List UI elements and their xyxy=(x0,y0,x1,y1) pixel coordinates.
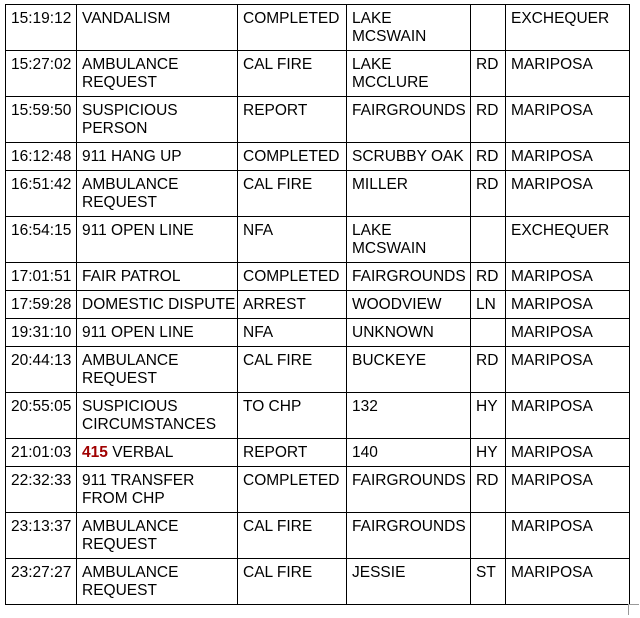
city-cell: MARIPOSA xyxy=(506,291,630,319)
table-row xyxy=(6,393,630,439)
call-type: DOMESTIC DISPUTE xyxy=(82,296,236,313)
city-cell: MARIPOSA xyxy=(506,513,630,559)
city-cell: MARIPOSA xyxy=(506,393,630,439)
call-type: AMBULANCE REQUEST xyxy=(82,352,179,387)
call-type: VANDALISM xyxy=(82,10,171,27)
table-row xyxy=(6,347,630,393)
call-type: VERBAL xyxy=(112,444,174,461)
table-row xyxy=(6,559,630,605)
disposition-cell: REPORT xyxy=(238,439,347,467)
call-type: 911 HANG UP xyxy=(82,148,182,165)
disposition-cell: TO CHP xyxy=(238,393,347,439)
disposition-cell: NFA xyxy=(238,217,347,263)
street-cell: 140 xyxy=(347,439,471,467)
call-type-cell xyxy=(77,439,238,467)
time-cell: 15:59:50 xyxy=(6,97,77,143)
city-cell: MARIPOSA xyxy=(506,143,630,171)
street-suffix-cell: RD xyxy=(471,467,506,513)
disposition-cell: CAL FIRE xyxy=(238,559,347,605)
call-type-cell xyxy=(77,263,238,291)
street-cell: JESSIE xyxy=(347,559,471,605)
disposition-cell: CAL FIRE xyxy=(238,51,347,97)
street-cell: LAKE MCSWAIN xyxy=(347,217,471,263)
disposition-cell: NFA xyxy=(238,319,347,347)
disposition-cell: CAL FIRE xyxy=(238,347,347,393)
call-type: FAIR PATROL xyxy=(82,268,181,285)
call-type-cell xyxy=(77,171,238,217)
city-cell: MARIPOSA xyxy=(506,439,630,467)
table-row xyxy=(6,171,630,217)
disposition-cell: ARREST xyxy=(238,291,347,319)
time-cell: 23:13:37 xyxy=(6,513,77,559)
time-cell: 15:27:02 xyxy=(6,51,77,97)
table-row xyxy=(6,143,630,171)
time-cell: 17:59:28 xyxy=(6,291,77,319)
disposition-cell: CAL FIRE xyxy=(238,513,347,559)
call-type: AMBULANCE REQUEST xyxy=(82,176,179,211)
street-cell: MILLER xyxy=(347,171,471,217)
city-cell: MARIPOSA xyxy=(506,559,630,605)
disposition-cell: COMPLETED xyxy=(238,143,347,171)
call-type-cell xyxy=(77,143,238,171)
street-suffix-cell xyxy=(471,5,506,51)
table-row xyxy=(6,291,630,319)
street-suffix-cell: RD xyxy=(471,143,506,171)
disposition-cell: REPORT xyxy=(238,97,347,143)
street-cell: UNKNOWN xyxy=(347,319,471,347)
street-suffix-cell: RD xyxy=(471,263,506,291)
call-type: AMBULANCE REQUEST xyxy=(82,564,179,599)
street-cell: WOODVIEW xyxy=(347,291,471,319)
disposition-cell: COMPLETED xyxy=(238,5,347,51)
table-row xyxy=(6,319,630,347)
street-cell: BUCKEYE xyxy=(347,347,471,393)
time-cell: 16:54:15 xyxy=(6,217,77,263)
city-cell: MARIPOSA xyxy=(506,347,630,393)
page-corner-mark xyxy=(628,604,639,615)
street-cell: SCRUBBY OAK xyxy=(347,143,471,171)
table-row xyxy=(6,5,630,51)
call-type-cell xyxy=(77,51,238,97)
incident-log-table xyxy=(5,4,630,605)
call-type-cell xyxy=(77,291,238,319)
call-type-cell xyxy=(77,217,238,263)
street-suffix-cell: ST xyxy=(471,559,506,605)
call-type: 911 TRANSFER FROM CHP xyxy=(82,472,195,507)
time-cell: 20:44:13 xyxy=(6,347,77,393)
time-cell: 20:55:05 xyxy=(6,393,77,439)
street-suffix-cell: RD xyxy=(471,51,506,97)
table-row xyxy=(6,263,630,291)
call-type-cell xyxy=(77,319,238,347)
street-suffix-cell xyxy=(471,217,506,263)
table-row xyxy=(6,513,630,559)
street-cell: FAIRGROUNDS xyxy=(347,513,471,559)
table-row xyxy=(6,97,630,143)
time-cell: 16:12:48 xyxy=(6,143,77,171)
street-suffix-cell: RD xyxy=(471,171,506,217)
disposition-cell: CAL FIRE xyxy=(238,171,347,217)
street-cell: FAIRGROUNDS xyxy=(347,467,471,513)
street-suffix-cell: HY xyxy=(471,439,506,467)
time-cell: 23:27:27 xyxy=(6,559,77,605)
time-cell: 21:01:03 xyxy=(6,439,77,467)
time-cell: 15:19:12 xyxy=(6,5,77,51)
street-cell: FAIRGROUNDS xyxy=(347,97,471,143)
city-cell: EXCHEQUER xyxy=(506,217,630,263)
call-type-cell xyxy=(77,97,238,143)
time-cell: 16:51:42 xyxy=(6,171,77,217)
call-type: AMBULANCE REQUEST xyxy=(82,56,179,91)
city-cell: MARIPOSA xyxy=(506,263,630,291)
table-row xyxy=(6,439,630,467)
street-cell: LAKE MCSWAIN xyxy=(347,5,471,51)
street-cell: LAKE MCCLURE xyxy=(347,51,471,97)
street-suffix-cell xyxy=(471,513,506,559)
time-cell: 22:32:33 xyxy=(6,467,77,513)
street-cell: FAIRGROUNDS xyxy=(347,263,471,291)
table-row xyxy=(6,217,630,263)
call-type-cell xyxy=(77,467,238,513)
city-cell: MARIPOSA xyxy=(506,97,630,143)
disposition-cell: COMPLETED xyxy=(238,263,347,291)
city-cell: MARIPOSA xyxy=(506,467,630,513)
street-suffix-cell xyxy=(471,319,506,347)
street-cell: 132 xyxy=(347,393,471,439)
call-type-cell xyxy=(77,393,238,439)
call-type: 911 OPEN LINE xyxy=(82,324,194,341)
call-type: SUSPICIOUS PERSON xyxy=(82,102,178,137)
street-suffix-cell: LN xyxy=(471,291,506,319)
city-cell: MARIPOSA xyxy=(506,51,630,97)
city-cell: MARIPOSA xyxy=(506,319,630,347)
time-cell: 19:31:10 xyxy=(6,319,77,347)
street-suffix-cell: RD xyxy=(471,347,506,393)
call-type-cell xyxy=(77,559,238,605)
call-type-cell xyxy=(77,347,238,393)
call-type: AMBULANCE REQUEST xyxy=(82,518,179,553)
call-type-cell xyxy=(77,5,238,51)
call-type-cell xyxy=(77,513,238,559)
call-type: 911 OPEN LINE xyxy=(82,222,194,239)
street-suffix-cell: RD xyxy=(471,97,506,143)
call-code: 415 xyxy=(82,444,108,461)
table-row xyxy=(6,467,630,513)
disposition-cell: COMPLETED xyxy=(238,467,347,513)
city-cell: EXCHEQUER xyxy=(506,5,630,51)
table-row xyxy=(6,51,630,97)
street-suffix-cell: HY xyxy=(471,393,506,439)
time-cell: 17:01:51 xyxy=(6,263,77,291)
city-cell: MARIPOSA xyxy=(506,171,630,217)
call-type: SUSPICIOUS CIRCUMSTANCES xyxy=(82,398,217,433)
